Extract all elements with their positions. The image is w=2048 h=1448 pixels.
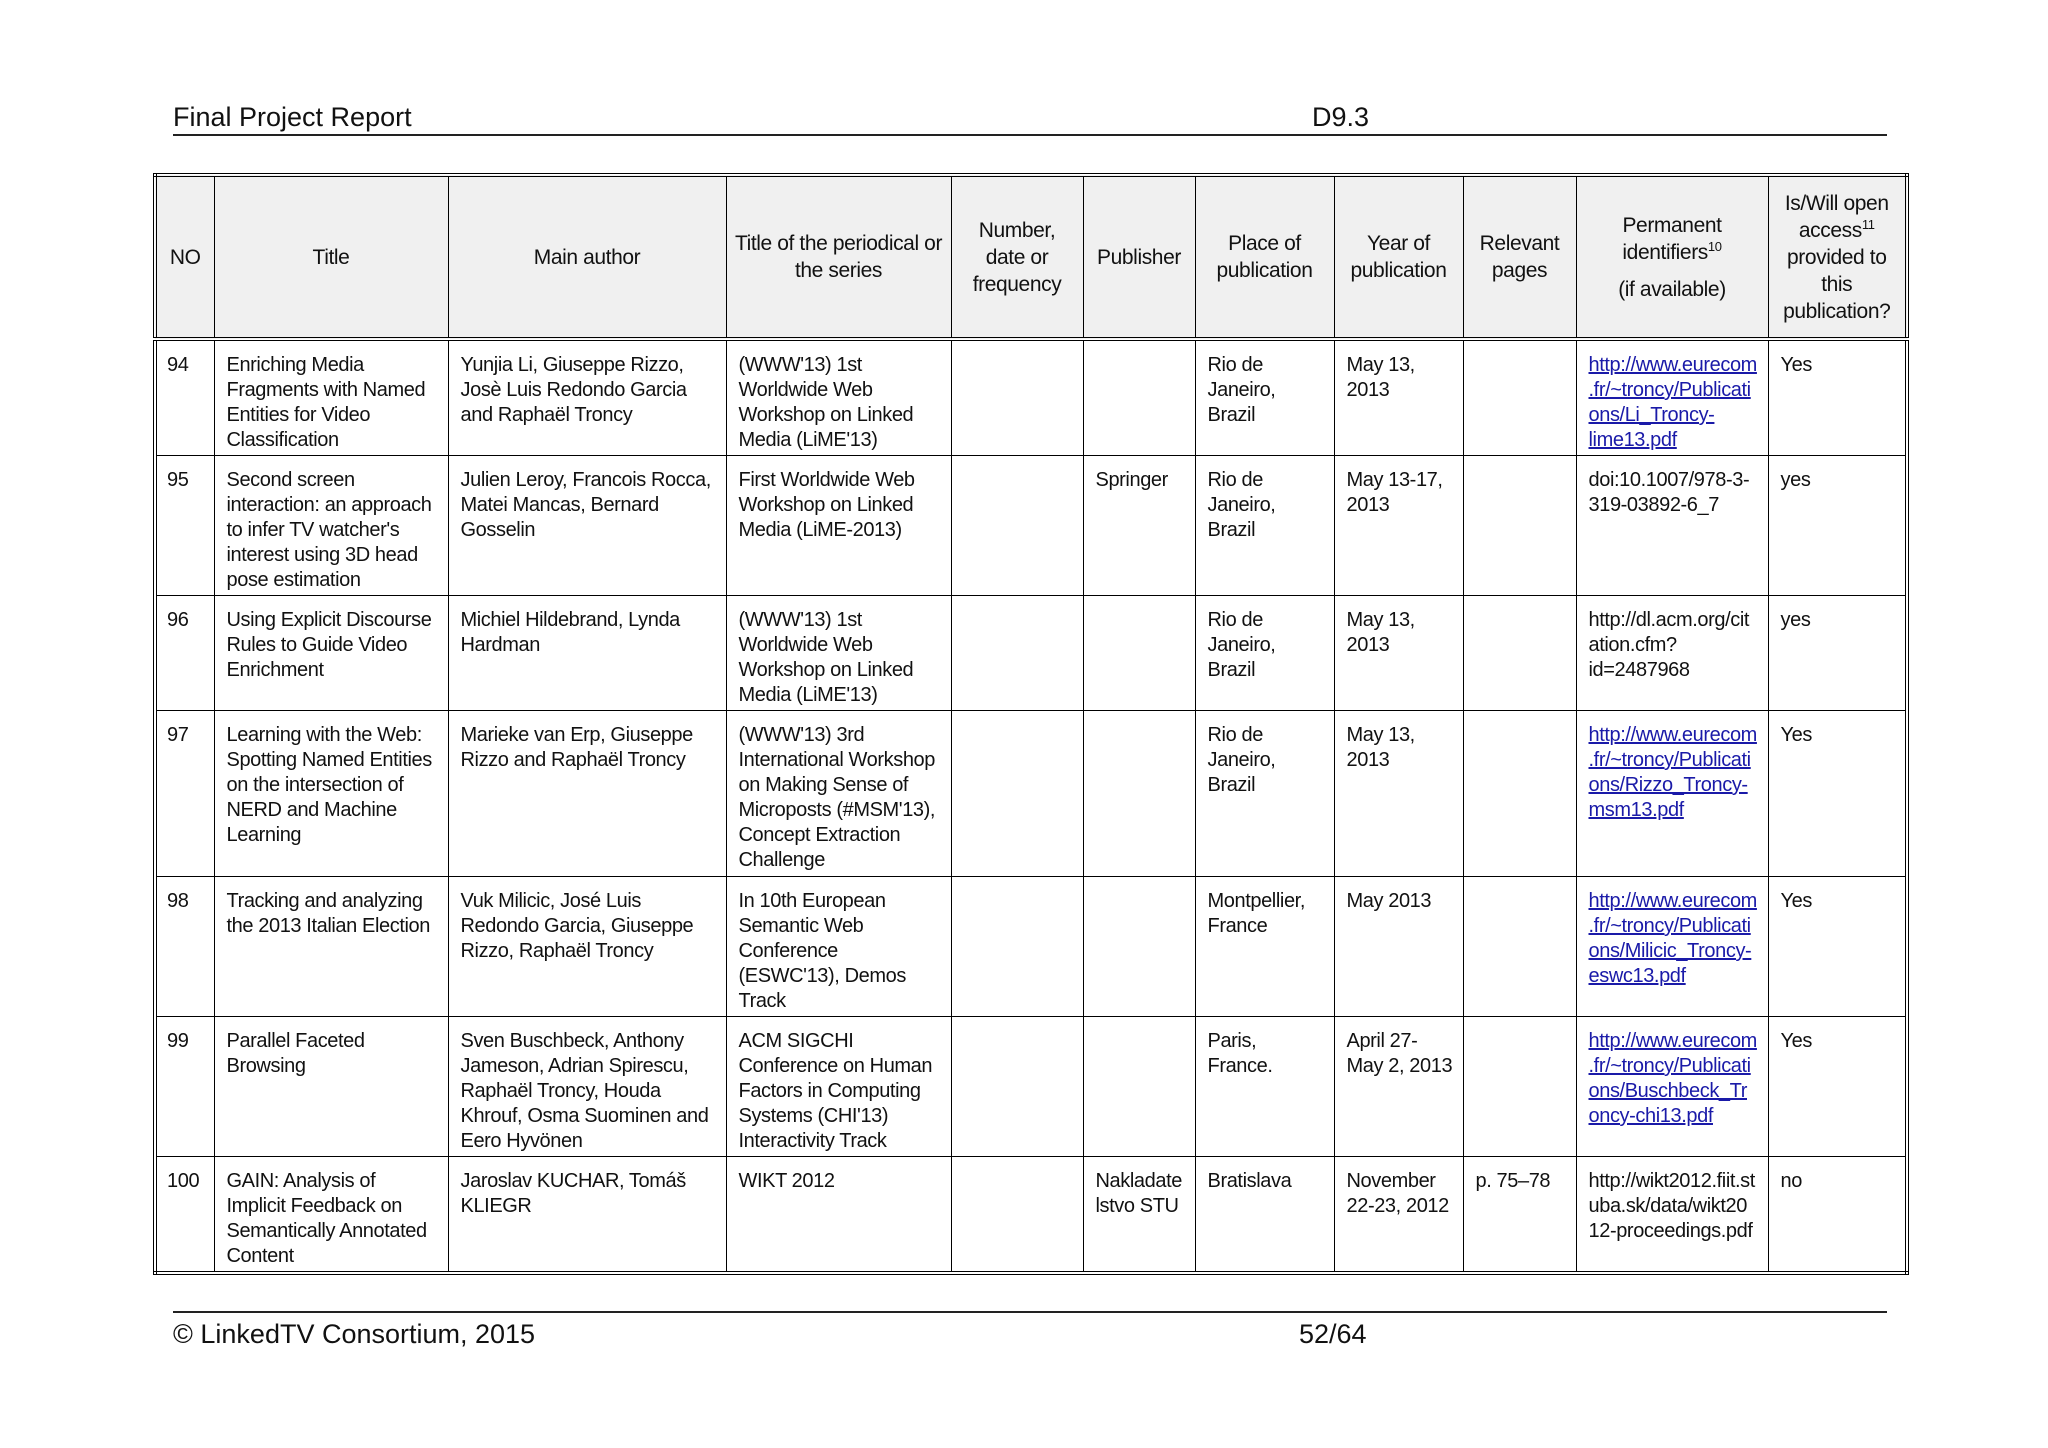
page-header bbox=[173, 100, 1887, 136]
col-header-pages: Relevant pages bbox=[1463, 175, 1576, 339]
cell-no: 96 bbox=[155, 596, 214, 711]
access-label-rest: provided to this publication? bbox=[1783, 245, 1891, 323]
cell-place: Rio de Janeiro, Brazil bbox=[1195, 596, 1334, 711]
cell-pages bbox=[1463, 339, 1576, 456]
cell-place: Bratislava bbox=[1195, 1157, 1334, 1274]
cell-year: May 13, 2013 bbox=[1334, 596, 1463, 711]
identifier-link[interactable]: http://www.eurecom.fr/~troncy/Publications/Rizzo_Troncy-msm13.pdf bbox=[1588, 724, 1757, 821]
cell-place: Rio de Janeiro, Brazil bbox=[1195, 456, 1334, 596]
cell-publisher bbox=[1083, 339, 1195, 456]
table-row bbox=[155, 877, 1907, 1017]
cell-author: Jaroslav KUCHAR, Tomáš KLIEGR bbox=[448, 1157, 726, 1274]
cell-no: 97 bbox=[155, 711, 214, 877]
identifier-link[interactable]: http://www.eurecom.fr/~troncy/Publications/Buschbeck_Troncy-chi13.pdf bbox=[1588, 1030, 1757, 1127]
cell-periodical: First Worldwide Web Workshop on Linked Media (LiME-2013) bbox=[726, 456, 951, 596]
cell-number bbox=[951, 456, 1083, 596]
cell-title: Using Explicit Discourse Rules to Guide Video Enrichment bbox=[214, 596, 448, 711]
cell-access: Yes bbox=[1768, 1017, 1907, 1157]
cell-publisher bbox=[1083, 1017, 1195, 1157]
cell-title: Learning with the Web: Spotting Named Entities on the intersection of NERD and Machine Learning bbox=[214, 711, 448, 877]
cell-place: Rio de Janeiro, Brazil bbox=[1195, 339, 1334, 456]
cell-no: 95 bbox=[155, 456, 214, 596]
cell-year: November 22-23, 2012 bbox=[1334, 1157, 1463, 1274]
table-row bbox=[155, 1157, 1907, 1274]
cell-publisher bbox=[1083, 596, 1195, 711]
cell-no: 100 bbox=[155, 1157, 214, 1274]
cell-publisher: Nakladate lstvo STU bbox=[1083, 1157, 1195, 1274]
cell-year: May 13, 2013 bbox=[1334, 339, 1463, 456]
cell-author: Marieke van Erp, Giuseppe Rizzo and Raphaël Troncy bbox=[448, 711, 726, 877]
copyright-notice: © LinkedTV Consortium, 2015 bbox=[173, 1319, 536, 1349]
cell-number bbox=[951, 877, 1083, 1017]
cell-access: no bbox=[1768, 1157, 1907, 1274]
cell-title: Enriching Media Fragments with Named Entities for Video Classification bbox=[214, 339, 448, 456]
cell-identifier bbox=[1576, 1017, 1768, 1157]
col-header-author: Main author bbox=[448, 175, 726, 339]
cell-periodical: (WWW'13) 3rd International Workshop on Making Sense of Microposts (#MSM'13), Concept Extraction Challenge bbox=[726, 711, 951, 877]
col-header-no: NO bbox=[155, 175, 214, 339]
cell-author: Sven Buschbeck, Anthony Jameson, Adrian Spirescu, Raphaël Troncy, Houda Khrouf, Osma Suominen and Eero Hyvönen bbox=[448, 1017, 726, 1157]
col-header-identifiers bbox=[1576, 175, 1768, 339]
page-number: 52/64 bbox=[1299, 1319, 1367, 1349]
footnote-ref-11: 11 bbox=[1861, 216, 1875, 232]
cell-author: Vuk Milicic, José Luis Redondo Garcia, Giuseppe Rizzo, Raphaël Troncy bbox=[448, 877, 726, 1017]
cell-periodical: In 10th European Semantic Web Conference (ESWC'13), Demos Track bbox=[726, 877, 951, 1017]
cell-periodical: (WWW'13) 1st Worldwide Web Workshop on Linked Media (LiME'13) bbox=[726, 339, 951, 456]
identifiers-sublabel: (if available) bbox=[1618, 277, 1726, 301]
page-footer bbox=[173, 1311, 1887, 1355]
table-row bbox=[155, 1017, 1907, 1157]
cell-place: Rio de Janeiro, Brazil bbox=[1195, 711, 1334, 877]
cell-author: Michiel Hildebrand, Lynda Hardman bbox=[448, 596, 726, 711]
cell-title: Parallel Faceted Browsing bbox=[214, 1017, 448, 1157]
identifiers-label: Permanent identifiers bbox=[1622, 213, 1722, 264]
cell-place: Montpellier, France bbox=[1195, 877, 1334, 1017]
col-header-place: Place of publication bbox=[1195, 175, 1334, 339]
report-title: Final Project Report bbox=[173, 102, 412, 132]
cell-access: Yes bbox=[1768, 711, 1907, 877]
cell-periodical: ACM SIGCHI Conference on Human Factors in Computing Systems (CHI'13) Interactivity Track bbox=[726, 1017, 951, 1157]
header-row bbox=[155, 175, 1907, 339]
cell-pages: p. 75–78 bbox=[1463, 1157, 1576, 1274]
cell-year: May 13, 2013 bbox=[1334, 711, 1463, 877]
cell-number bbox=[951, 711, 1083, 877]
cell-year: May 13-17, 2013 bbox=[1334, 456, 1463, 596]
col-header-open-access bbox=[1768, 175, 1907, 339]
cell-year: May 2013 bbox=[1334, 877, 1463, 1017]
cell-no: 94 bbox=[155, 339, 214, 456]
col-header-publisher: Publisher bbox=[1083, 175, 1195, 339]
cell-periodical: (WWW'13) 1st Worldwide Web Workshop on Linked Media (LiME'13) bbox=[726, 596, 951, 711]
col-header-title: Title bbox=[214, 175, 448, 339]
table-row bbox=[155, 711, 1907, 877]
cell-publisher: Springer bbox=[1083, 456, 1195, 596]
cell-access: Yes bbox=[1768, 877, 1907, 1017]
access-label: Is/Will open access bbox=[1784, 191, 1889, 242]
cell-pages bbox=[1463, 596, 1576, 711]
cell-pages bbox=[1463, 877, 1576, 1017]
footnote-ref-10: 10 bbox=[1707, 238, 1722, 254]
cell-access: Yes bbox=[1768, 339, 1907, 456]
table-row bbox=[155, 456, 1907, 596]
cell-identifier: http://dl.acm.org/citation.cfm?id=2487968 bbox=[1576, 596, 1768, 711]
col-header-number: Number, date or frequency bbox=[951, 175, 1083, 339]
cell-access: yes bbox=[1768, 596, 1907, 711]
cell-no: 99 bbox=[155, 1017, 214, 1157]
cell-identifier bbox=[1576, 877, 1768, 1017]
cell-number bbox=[951, 1157, 1083, 1274]
cell-pages bbox=[1463, 456, 1576, 596]
cell-access: yes bbox=[1768, 456, 1907, 596]
identifier-link[interactable]: http://www.eurecom.fr/~troncy/Publications/Milicic_Troncy-eswc13.pdf bbox=[1588, 890, 1757, 987]
cell-title: Tracking and analyzing the 2013 Italian Election bbox=[214, 877, 448, 1017]
table-row bbox=[155, 339, 1907, 456]
cell-title: Second screen interaction: an approach to infer TV watcher's interest using 3D head pose estimation bbox=[214, 456, 448, 596]
cell-identifier: http://wikt2012.fiit.stuba.sk/data/wikt2012-proceedings.pdf bbox=[1576, 1157, 1768, 1274]
cell-publisher bbox=[1083, 877, 1195, 1017]
cell-author: Julien Leroy, Francois Rocca, Matei Mancas, Bernard Gosselin bbox=[448, 456, 726, 596]
cell-periodical: WIKT 2012 bbox=[726, 1157, 951, 1274]
cell-publisher bbox=[1083, 711, 1195, 877]
cell-author: Yunjia Li, Giuseppe Rizzo, Josè Luis Redondo Garcia and Raphaël Troncy bbox=[448, 339, 726, 456]
deliverable-id: D9.3 bbox=[1312, 102, 1370, 132]
col-header-year: Year of publication bbox=[1334, 175, 1463, 339]
cell-number bbox=[951, 596, 1083, 711]
cell-no: 98 bbox=[155, 877, 214, 1017]
cell-identifier: doi:10.1007/978-3-319-03892-6_7 bbox=[1576, 456, 1768, 596]
cell-year: April 27-May 2, 2013 bbox=[1334, 1017, 1463, 1157]
table-row bbox=[155, 596, 1907, 711]
cell-title: GAIN: Analysis of Implicit Feedback on Semantically Annotated Content bbox=[214, 1157, 448, 1274]
publications-table bbox=[153, 173, 1909, 1275]
identifier-link[interactable]: http://www.eurecom.fr/~troncy/Publications/Li_Troncy-lime13.pdf bbox=[1588, 354, 1757, 451]
cell-pages bbox=[1463, 711, 1576, 877]
cell-identifier bbox=[1576, 339, 1768, 456]
col-header-periodical: Title of the periodical or the series bbox=[726, 175, 951, 339]
cell-identifier bbox=[1576, 711, 1768, 877]
cell-number bbox=[951, 1017, 1083, 1157]
cell-pages bbox=[1463, 1017, 1576, 1157]
cell-number bbox=[951, 339, 1083, 456]
cell-place: Paris, France. bbox=[1195, 1017, 1334, 1157]
